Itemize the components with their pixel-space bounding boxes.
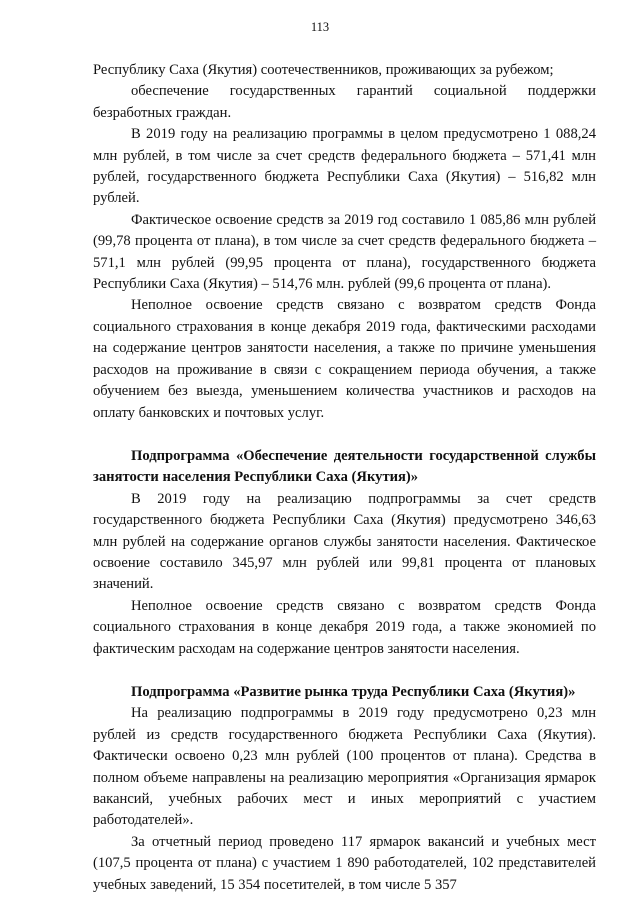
paragraph-labor-market-funding: На реализацию подпрограммы в 2019 году предусмотрено 0,23 млн рублей из средств государственного бюджета Республики Саха (Якутия). Фактически освоено 0,23 млн рублей (100 процентов от плана). Средства в полном объеме направлены на реализацию мероприятия «Организация ярмарок вакансий, учебных рабочих мест и иных мероприятий с участием работодателей». [93,705,596,829]
paragraph-underspending-reasons: Неполное освоение средств связано с возвратом средств Фонда социального страхования в конце декабря 2019 года, фактическими расходами на содержание центров занятости населения, а также по причине уменьшения расходов на проживание в связи с сокращением периода обучения, а также обучением без выезда, уменьшением количества участников и расходов на оплату банковских и почтовых услуг. [93,297,596,421]
paragraph-program-funding: В 2019 году на реализацию программы в целом предусмотрено 1 088,24 млн рублей, в том числе за счет средств федерального бюджета – 571,41 млн рублей, государственного бюджета Республики Саха (Якутия) – 516,82 млн рублей. [93,126,596,207]
paragraph-subprogram-underspending: Неполное освоение средств связано с возвратом средств Фонда социального страхования в конце декабря 2019 года, а также экономией по фактическим расходам на содержание центров занятости населения. [93,597,596,657]
paragraph-job-fairs: За отчетный период проведено 117 ярмарок вакансий и учебных мест (107,5 процента от плана) с участием 1 890 работодателей, 102 представителей учебных заведений, 15 354 посетителей, в том числе 5 357 [93,833,596,893]
document-body [93,60,596,896]
paragraph-guarantees: обеспечение государственных гарантий социальной поддержки безработных граждан. [93,83,596,121]
paragraph-continuation: Республику Саха (Якутия) соотечественников, проживающих за рубежом; [93,62,554,78]
page-number: 113 [310,20,330,34]
subprogram-heading-employment-service: Подпрограмма «Обеспечение деятельности государственной службы занятости населения Республики Саха (Якутия)» [93,447,596,486]
subprogram-heading-labor-market: Подпрограмма «Развитие рынка труда Республики Саха (Якутия)» [131,683,576,700]
paragraph-subprogram-funding: В 2019 году на реализацию подпрограммы за счет средств государственного бюджета Республики Саха (Якутия) предусмотрено 346,63 млн рублей на содержание органов службы занятости населения. Фактическое освоение составило 345,97 млн рублей или 99,81 процента от плановых значений. [93,490,596,593]
paragraph-actual-spending: Фактическое освоение средств за 2019 год составило 1 085,86 млн рублей (99,78 процента от плана), в том числе за счет средств федерального бюджета – 571,1 млн рублей (99,95 процента от плана), государственного бюджета Республики Саха (Якутия) – 514,76 млн. рублей (99,6 процента от плана). [93,211,596,293]
